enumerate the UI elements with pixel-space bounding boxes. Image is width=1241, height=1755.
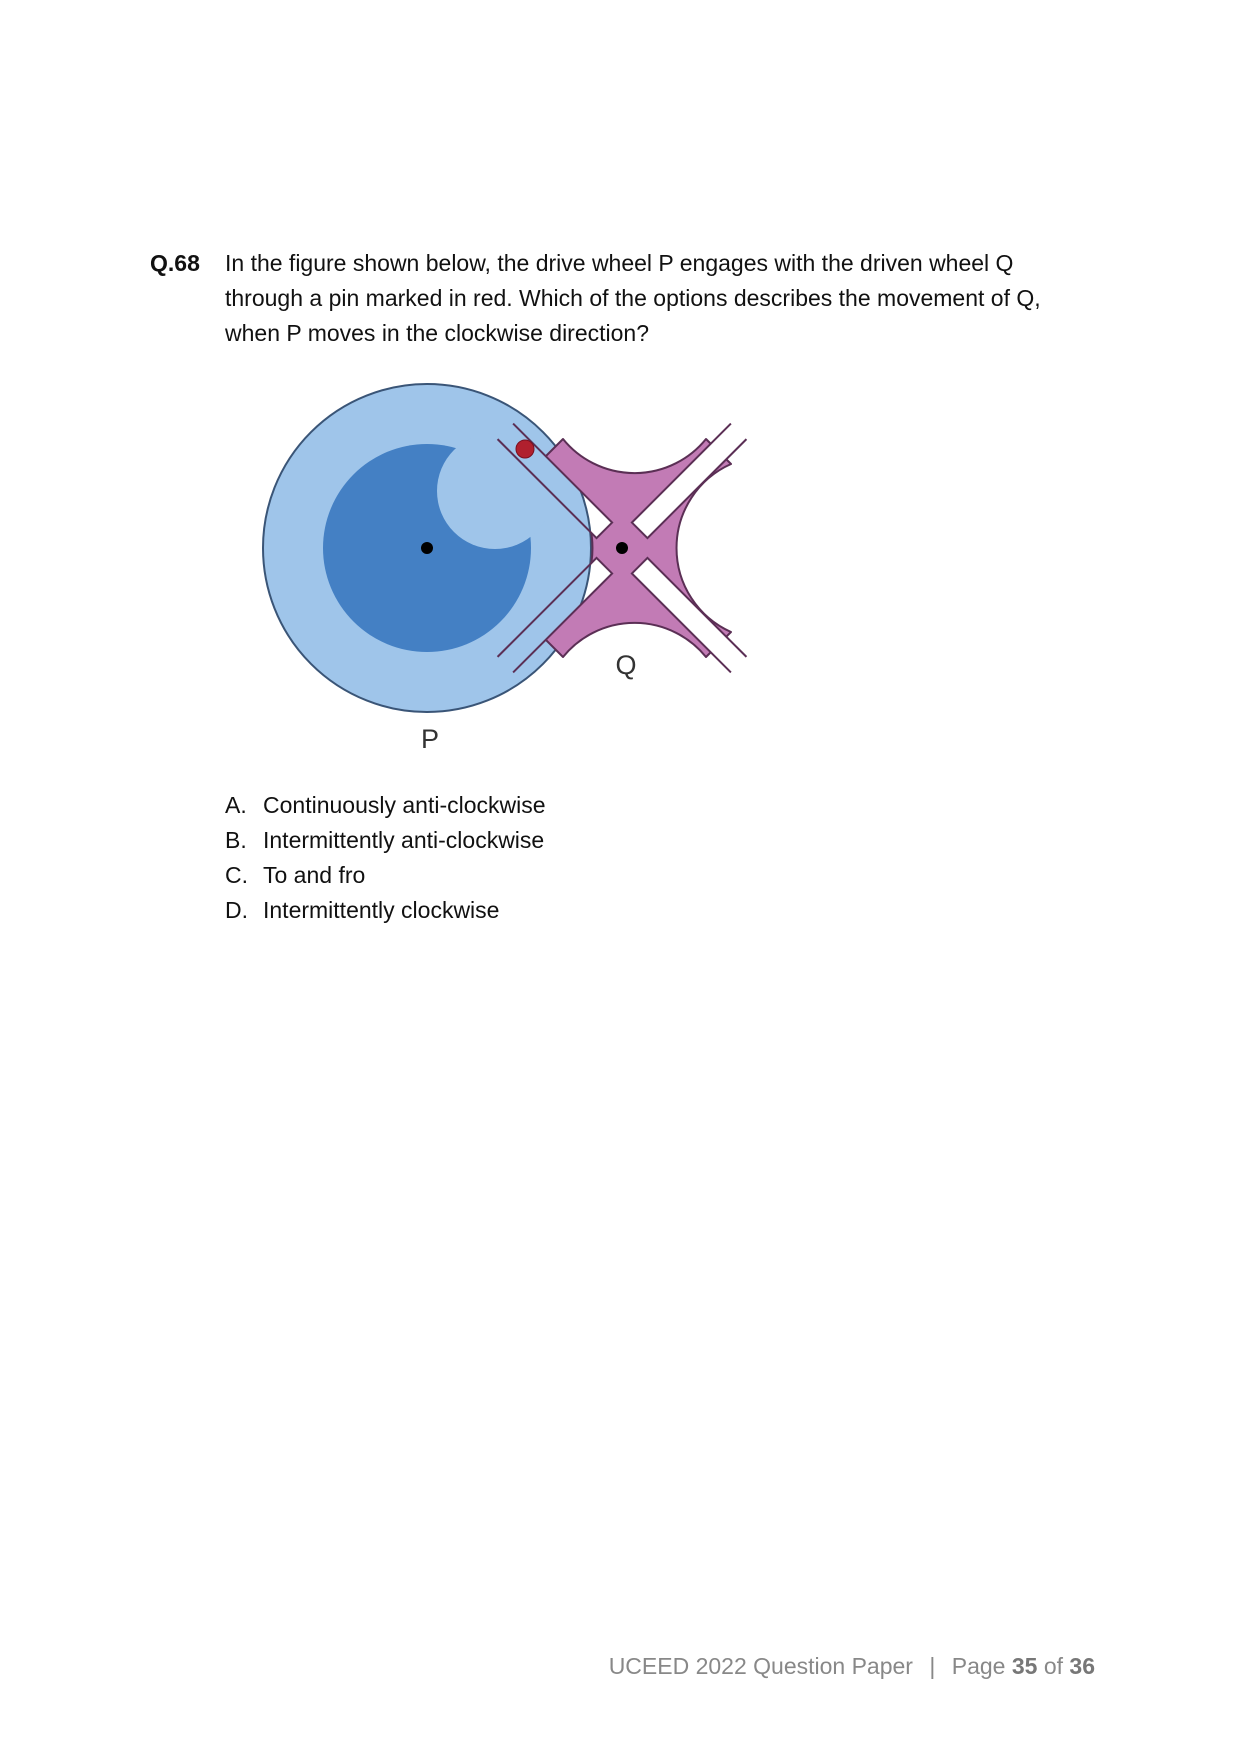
footer-title: UCEED 2022 Question Paper bbox=[608, 1653, 913, 1679]
option-text: Intermittently anti-clockwise bbox=[263, 827, 545, 853]
option-letter: B. bbox=[225, 827, 247, 853]
option-d[interactable] bbox=[225, 893, 546, 928]
question-text bbox=[225, 246, 1085, 351]
option-text: Continuously anti-clockwise bbox=[263, 792, 546, 818]
option-c[interactable] bbox=[225, 858, 546, 893]
wheel-q-center bbox=[616, 542, 628, 554]
footer-separator: | bbox=[929, 1653, 936, 1679]
drive-pin bbox=[516, 440, 534, 458]
option-letter: D. bbox=[225, 897, 248, 923]
label-q: Q bbox=[615, 650, 637, 680]
option-b[interactable] bbox=[225, 823, 546, 858]
footer-page-number: 35 bbox=[1011, 1653, 1038, 1679]
geneva-mechanism-figure bbox=[250, 375, 760, 765]
option-text: Intermittently clockwise bbox=[263, 897, 500, 923]
footer-page-word: Page bbox=[951, 1653, 1006, 1679]
footer-page-total: 36 bbox=[1069, 1653, 1095, 1679]
label-p: P bbox=[420, 724, 440, 754]
option-a[interactable] bbox=[225, 788, 546, 823]
wheel-p-cutout bbox=[437, 433, 553, 549]
question-line: In the figure shown below, the drive wheel P engages with the driven wheel Q bbox=[225, 250, 1014, 276]
page-footer bbox=[609, 1653, 1095, 1680]
option-letter: A. bbox=[225, 792, 247, 818]
footer-of-word: of bbox=[1043, 1653, 1064, 1679]
question-line: through a pin marked in red. Which of the options describes the movement of Q, bbox=[225, 285, 1041, 311]
question-number: Q.68 bbox=[150, 250, 200, 276]
wheel-p-center bbox=[421, 542, 433, 554]
question-line: when P moves in the clockwise direction? bbox=[225, 320, 650, 346]
answer-options bbox=[225, 788, 546, 928]
option-letter: C. bbox=[225, 862, 248, 888]
option-text: To and fro bbox=[263, 862, 366, 888]
